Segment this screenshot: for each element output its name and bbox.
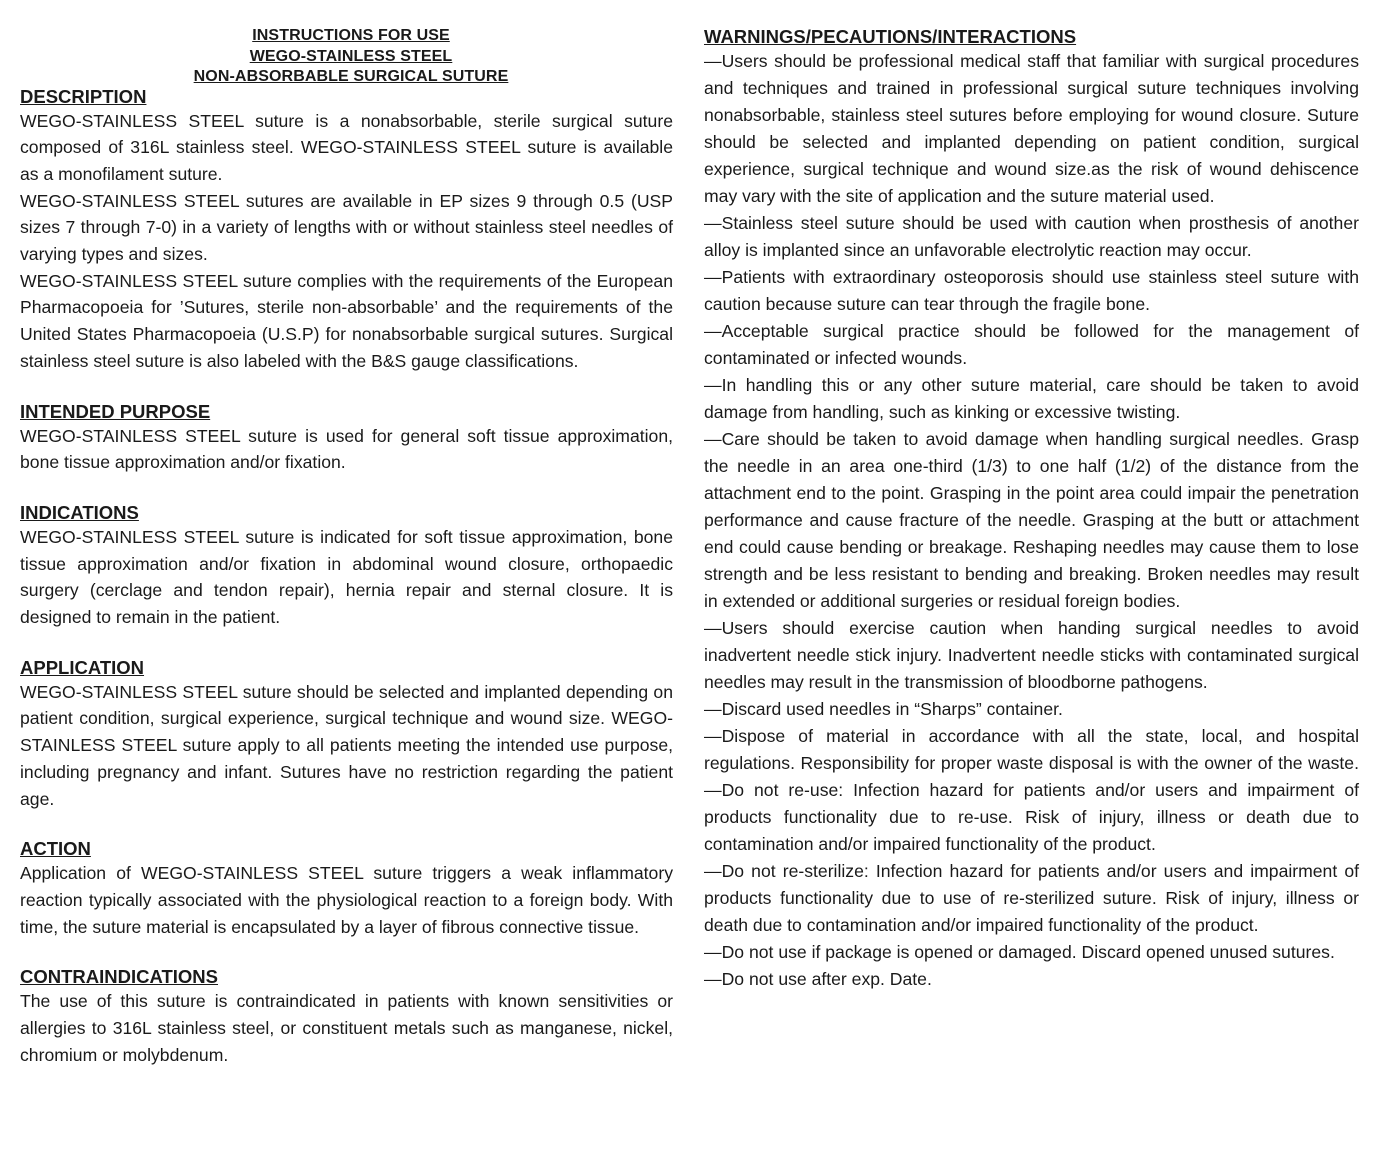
warning-item: —Patients with extraordinary osteoporosis should use stainless steel suture with caution because suture can tear through the fragile bone.: [704, 267, 1359, 314]
intended-purpose-section: [20, 401, 673, 476]
description-paragraph-1: WEGO-STAINLESS STEEL suture is a nonabsorbable, sterile surgical suture composed of 316L stainless steel. WEGO-STAINLESS STEEL suture is available as a monofilament suture.: [20, 110, 673, 184]
warning-item: —Do not re-sterilize: Infection hazard for patients and/or users and impairment of products functionality due to use of re-sterilized suture. Risk of injury, illness or death due to contamination and/or impaired functionality of the product.: [704, 861, 1359, 935]
warning-item: —Do not use if package is opened or damaged. Discard opened unused sutures.: [704, 942, 1335, 962]
description-title: DESCRIPTION: [20, 85, 147, 107]
action-text: Application of WEGO-STAINLESS STEEL suture triggers a weak inflammatory reaction typically associated with the physiological reaction to a foreign body. With time, the suture material is encapsulated by a layer of fibrous connective tissue.: [20, 863, 673, 937]
intended-purpose-title: INTENDED PURPOSE: [20, 400, 211, 422]
application-section: [20, 657, 673, 813]
action-section: [20, 838, 673, 940]
header-line-2: WEGO-STAINLESS STEEL: [249, 47, 453, 65]
contraindications-section: [20, 966, 673, 1068]
warning-item: —In handling this or any other suture material, care should be taken to avoid damage from handling, such as kinking or excessive twisting.: [704, 375, 1359, 422]
warning-item: —Acceptable surgical practice should be followed for the management of contaminated or infected wounds.: [704, 321, 1359, 368]
header-line-1: INSTRUCTIONS FOR USE: [252, 27, 450, 44]
warnings-section: [704, 26, 1359, 993]
description-paragraph-2: WEGO-STAINLESS STEEL sutures are available in EP sizes 9 through 0.5 (USP sizes 7 through 7-0) in a variety of lengths with or without stainless steel needles of varying types and sizes.: [20, 190, 673, 265]
indications-section: [20, 502, 673, 631]
description-paragraph-3: WEGO-STAINLESS STEEL suture complies with the requirements of the European Pharmacopoeia for ’Sutures, sterile non-absorbable’ and the requirements of the United States Pharmacopoeia (U.S.P) for nonabsorbable surgical sutures. Surgical stainless steel suture is also labeled with the B&S gauge classifications.: [20, 270, 673, 371]
warning-item: —Do not use after exp. Date.: [704, 969, 932, 989]
indications-title: INDICATIONS: [20, 501, 139, 523]
warning-item: —Discard used needles in “Sharps” container.: [704, 699, 1063, 719]
application-title: APPLICATION: [20, 656, 145, 678]
warning-item: —Users should exercise caution when handing surgical needles to avoid inadvertent needle stick injury. Inadvertent needle sticks with contaminated surgical needles may result in the transmission of bloodborne pathogens.: [704, 618, 1359, 692]
warning-item: —Care should be taken to avoid damage when handling surgical needles. Grasp the needle in an area one-third (1/3) to one half (1/2) of the distance from the attachment end to the point. Grasping in the point area could impair the penetration performance and cause fracture of the needle. Grasping at the butt or attachment end could cause bending or breakage. Reshaping needles may cause them to lose strength and be less resistant to bending and breaking. Broken needles may result in extended or additional surgeries or residual foreign bodies.: [704, 429, 1359, 611]
warning-item: —Stainless steel suture should be used with caution when prosthesis of another alloy is implanted since an unfavorable electrolytic reaction may occur.: [704, 213, 1359, 260]
action-title: ACTION: [20, 838, 91, 860]
document-header: [20, 26, 682, 88]
warning-item: —Dispose of material in accordance with all the state, local, and hospital regulations. Responsibility for proper waste disposal is with the owner of the waste.—Do not re-use: Infection hazard for patients and/or users and impairment of products functionality due to re-use. Risk of injury, illness or death due to contamination and/or impaired functionality of the product.: [704, 726, 1359, 854]
intended-purpose-text: WEGO-STAINLESS STEEL suture is used for general soft tissue approximation, bone tissue approximation and/or fixation.: [20, 425, 673, 473]
left-column: [20, 26, 673, 1068]
application-text: WEGO-STAINLESS STEEL suture should be selected and implanted depending on patient condition, surgical experience, surgical technique and wound size. WEGO-STAINLESS STEEL suture apply to all patients meeting the intended use purpose, including pregnancy and infant. Sutures have no restriction regarding the patient age.: [20, 681, 673, 809]
warnings-title: WARNINGS/PECAUTIONS/INTERACTIONS: [704, 26, 1077, 47]
contraindications-text: The use of this suture is contraindicated in patients with known sensitivities or allergies to 316L stainless steel, or constituent metals such as manganese, nickel, chromium or molybdenum.: [20, 991, 673, 1065]
description-section: [20, 86, 673, 375]
indications-text: WEGO-STAINLESS STEEL suture is indicated for soft tissue approximation, bone tissue approximation and/or fixation in abdominal wound closure, orthopaedic surgery (cerclage and tendon repair), hernia repair and sternal closure. It is designed to remain in the patient.: [20, 526, 673, 628]
header-line-3: NON-ABSORBABLE SURGICAL SUTURE: [193, 68, 509, 85]
right-column: [704, 26, 1359, 993]
contraindications-title: CONTRAINDICATIONS: [20, 966, 219, 988]
warning-item: —Users should be professional medical staff that familiar with surgical procedures and techniques and trained in professional surgical suture techniques involving nonabsorbable, stainless steel sutures before employing for wound closure. Suture should be selected and implanted depending on patient condition, surgical experience, surgical technique and wound size.as the risk of wound dehiscence may vary with the site of application and the suture material used.: [704, 51, 1359, 206]
